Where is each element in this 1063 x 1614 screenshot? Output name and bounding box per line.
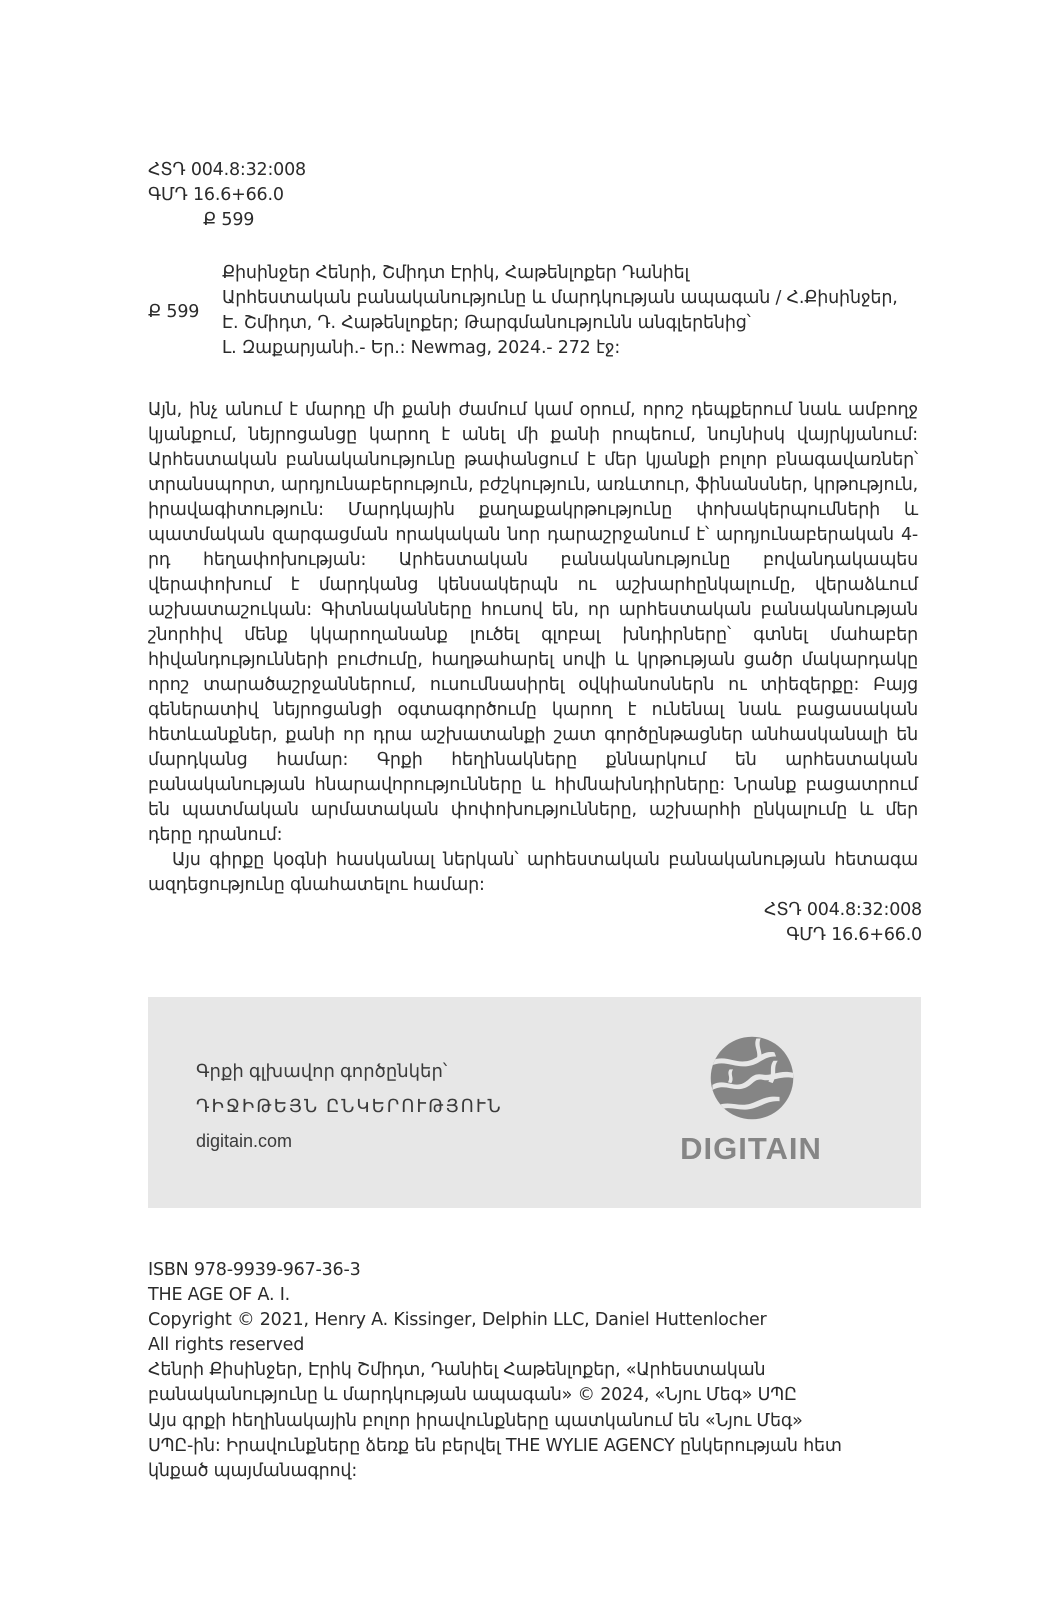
sponsor-label: Գրքի գլխավոր գործընկեր՝ <box>196 1061 448 1081</box>
author-mark: Ք 599 <box>203 210 255 230</box>
udc-classification-bottom <box>764 898 922 948</box>
globe-icon <box>709 1035 795 1121</box>
annotation-paragraph: Այն, ինչ անում է մարդը մի քանի ժամում կամ օրում, որոշ դեպքերում նաև ամբողջ կյանքում, նեյրոցանցը կարող է անել մի քանի րոպեում, նույնիսկ վայրկյանում: Արհեստական բանականությունը թափանցում է մեր կյանքի բոլոր բնագավառներ՝ տրանսպորտ, արդյունաբերություն, բժշկություն, առևտուր, ֆինանսներ, կրթություն, իրավագիտություն: Մարդկային քաղաքակրթությունը փոխակերպումների և պատմական զարգացման որակական նոր դարաշրջանում է՝ արդյունաբերական 4-րդ հեղափոխության: Արհեստական բանականությունը բովանդակապես վերափոխում է մարդկանց կենսակերպն ու աշխարհընկալումը, վերաձևում աշխատաշուկան: Գիտնականները հուսով են, որ արհեստական բանականության շնորհիվ մենք կկարողանանք լուծել գլոբալ խնդիրները՝ գտնել մահաբեր հիվանդությունների բուժումը, հաղթահարել սովի և կրթության ցածր մակարդակը որոշ տարածաշրջաններում, ուսումնասիրել օվկիանոսներն ու տիեզերքը: Բայց գեներատիվ նեյրոցանցի օգտագործումը կարող է ունենալ նաև բացասական հետևանքներ, քանի որ դրա աշխատանքի շատ գործընթացներ անհասկանալի են մարդկանց համար: Գրքի հեղինակները քննարկում են արհեստական բանականության հնարավորությունները և հիմնախնդիրները: Նրանք բացատրում են պատմական արմատական փոփոխությունները, աշխարհի ընկալումը և մեր դերը դրանում: <box>148 400 918 845</box>
sponsor-website: digitain.com <box>196 1131 293 1151</box>
isbn: ISBN 978-9939-967-36-3 <box>148 1260 361 1280</box>
rights-notice <box>148 1409 928 1484</box>
all-rights-reserved: All rights reserved <box>148 1335 305 1355</box>
digitain-logo <box>656 1035 846 1175</box>
catalog-line: Լ. Զաքարյանի.- Եր.: Newmag, 2024.- 272 էջ: <box>222 338 621 358</box>
sponsor-panel <box>148 997 921 1208</box>
udc-code: ՀՏԴ 004.8:32:008 <box>764 900 922 920</box>
udc-classification-top <box>148 158 306 233</box>
book-annotation <box>148 398 918 898</box>
rights-line: ՍՊԸ-ին: Իրավունքները ձեռք են բերվել THE WYLIE AGENCY ընկերության հետ <box>148 1436 842 1456</box>
catalog-line: Է. Շմիդտ, Դ. Հաթենլոքեր; Թարգմանությունն անգլերենից՝ <box>222 313 751 333</box>
logo-wordmark: DIGITAIN <box>680 1131 822 1166</box>
armenian-copyright-line: բանականությունը և մարդկության ապագան» © 2024, «Նյու Մեգ» ՍՊԸ <box>148 1385 797 1405</box>
sponsor-info <box>196 1054 503 1159</box>
rights-line: կնքած պայմանագրով: <box>148 1461 358 1481</box>
udc-code: ՀՏԴ 004.8:32:008 <box>148 160 306 180</box>
copyright-line: Copyright © 2021, Henry A. Kissinger, Delphin LLC, Daniel Huttenlocher <box>148 1310 767 1330</box>
bbk-code: ԳՄԴ 16.6+66.0 <box>148 185 284 205</box>
armenian-copyright-line: Հենրի Քիսինջեր, Էրիկ Շմիդտ, Դանիել Հաթենլոքեր, «Արհեստական <box>148 1360 766 1380</box>
catalog-line: Քիսինջեր Հենրի, Շմիդտ Էրիկ, Հաթենլոքեր Դանիել <box>222 263 690 283</box>
copyright-block <box>148 1258 928 1408</box>
catalog-line: Արհեստական բանականությունը և մարդկության ապագան / Հ.Քիսինջեր, <box>222 288 898 308</box>
rights-line: Այս գրքի հեղինակային բոլոր իրավունքները պատկանում են «Նյու Մեգ» <box>148 1411 803 1431</box>
original-title: THE AGE OF A. I. <box>148 1285 291 1305</box>
catalog-author-mark: Ք 599 <box>148 302 200 322</box>
bbk-code: ԳՄԴ 16.6+66.0 <box>786 925 922 945</box>
catalog-record <box>222 261 962 361</box>
sponsor-company: ԴԻՋԻԹԵՅՆ ԸՆԿԵՐՈՒԹՅՈՒՆ <box>196 1096 503 1116</box>
annotation-paragraph: Այս գիրքը կօգնի հասկանալ ներկան՝ արհեստական բանականության հետագա ազդեցությունը գնահատելու համար: <box>148 850 918 895</box>
